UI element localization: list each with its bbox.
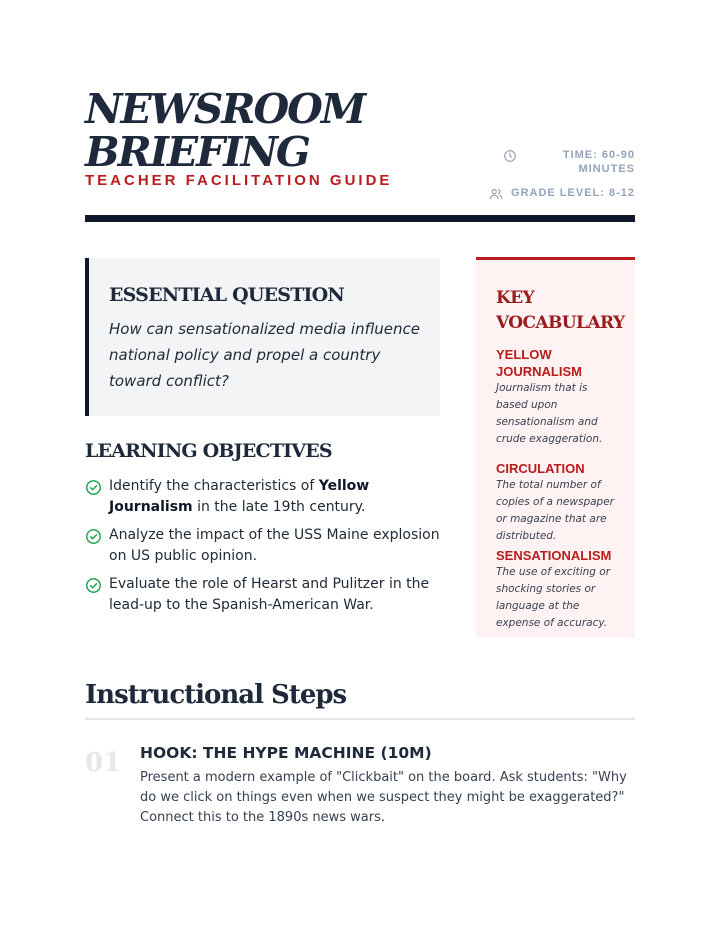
clock-icon — [503, 149, 517, 163]
objective-item — [85, 476, 445, 518]
title-line-2: BRIEFING — [85, 128, 309, 176]
instructional-steps-title: Instructional Steps — [85, 680, 347, 710]
objective-text: Evaluate the role of Hearst and Pulitzer in the lead-up to the Spanish-American War. — [109, 576, 430, 613]
check-circle-icon — [85, 577, 102, 594]
step-text: Present a modern example of "Clickbait" on the board. Ask students: "Why do we click on things even when we suspect they might be exaggerated?" Connect this to the 1890s news wars. — [140, 770, 627, 825]
vocab-term: SENSATIONALISM — [496, 548, 612, 563]
time-text: TIME: 60-90 MINUTES — [562, 149, 635, 175]
check-circle-icon — [85, 479, 102, 496]
header — [85, 85, 635, 199]
page-subtitle: TEACHER FACILITATION GUIDE — [85, 172, 393, 189]
essential-question-title: ESSENTIAL QUESTION — [109, 284, 344, 306]
key-vocabulary-title: KEY VOCABULARY — [496, 288, 625, 333]
check-circle-icon — [85, 528, 102, 545]
essential-question-text: How can sensationalized media influence national policy and propel a country toward conflict? — [109, 320, 420, 390]
steps-divider — [85, 718, 635, 720]
objective-item — [85, 574, 445, 616]
objective-highlight: Yellow Journalism — [109, 478, 370, 515]
objective-text: Analyze the impact of the USS Maine explosion on US public opinion. — [109, 527, 440, 564]
vocab-definition: The use of exciting or shocking stories or language at the expense of accuracy. — [496, 566, 611, 629]
vocab-term: YELLOW JOURNALISM — [496, 347, 582, 379]
vocab-definition: The total number of copies of a newspaper or magazine that are distributed. — [496, 479, 614, 542]
header-divider — [85, 215, 635, 222]
key-vocabulary-panel — [476, 257, 635, 638]
users-icon — [489, 187, 503, 201]
vocab-term: CIRCULATION — [496, 461, 585, 476]
grade-text: GRADE LEVEL: 8-12 — [511, 187, 635, 199]
step-title: HOOK: THE HYPE MACHINE (10M) — [140, 744, 432, 762]
vocab-definition: Journalism that is based upon sensationalism and crude exaggeration. — [496, 382, 603, 445]
learning-objectives-list — [85, 476, 445, 623]
grade-row — [485, 186, 635, 201]
learning-objectives-title: LEARNING OBJECTIVES — [85, 440, 332, 462]
objective-item — [85, 525, 445, 567]
essential-question-box — [85, 258, 440, 416]
step-item — [140, 744, 630, 828]
lesson-meta — [485, 148, 635, 201]
step-number: 01 — [85, 748, 122, 778]
time-row — [485, 148, 635, 176]
objective-text: Identify the characteristics of Yellow Journalism in the late 19th century. — [109, 478, 370, 515]
title-line-1: NEWSROOM — [85, 85, 365, 133]
